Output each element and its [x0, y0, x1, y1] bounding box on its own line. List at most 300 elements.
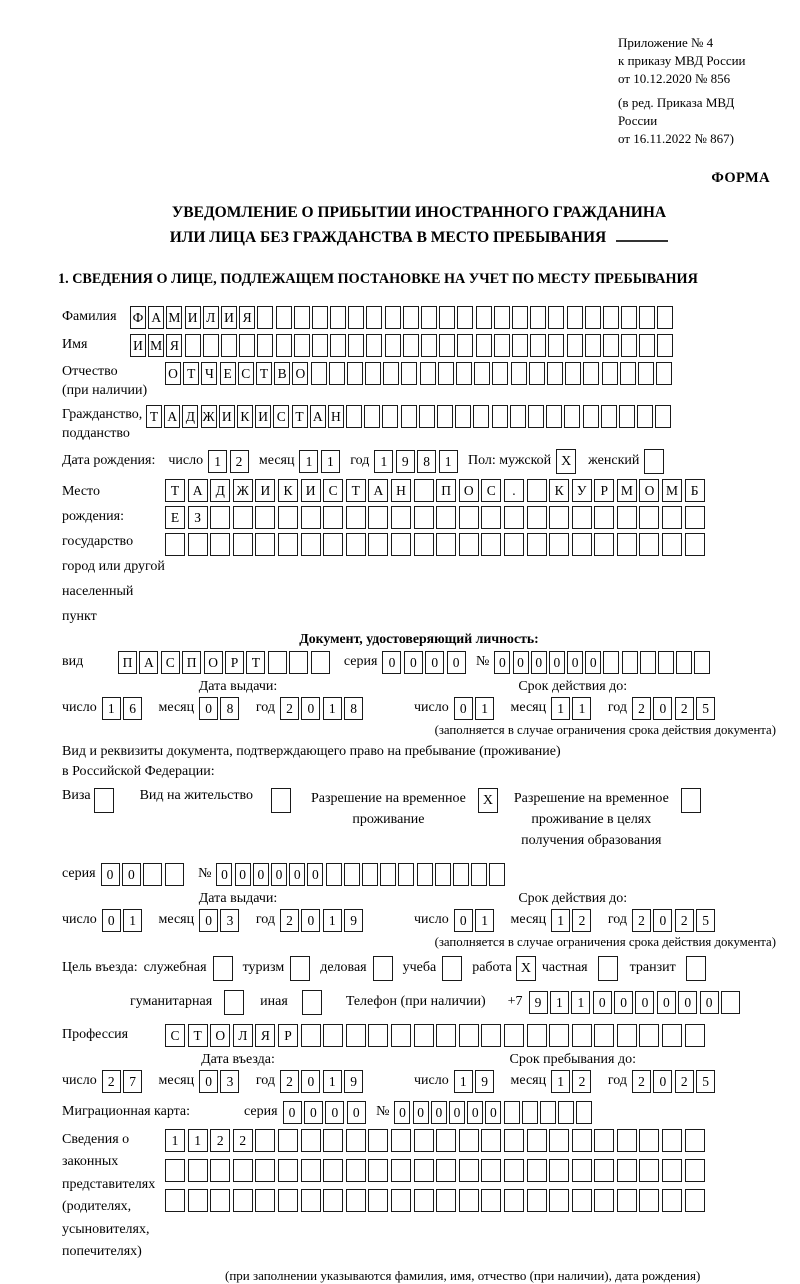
char-cell[interactable]: [436, 1189, 456, 1212]
purpose-other-checkbox[interactable]: [302, 990, 322, 1015]
char-cell[interactable]: 0: [678, 991, 697, 1014]
char-cell[interactable]: [527, 1129, 547, 1152]
char-cell[interactable]: [638, 362, 654, 385]
char-cell[interactable]: [476, 334, 492, 357]
char-cell[interactable]: [639, 1024, 659, 1047]
char-cell[interactable]: О: [292, 362, 308, 385]
char-cell[interactable]: Д: [182, 405, 198, 428]
char-cell[interactable]: 0: [102, 909, 121, 932]
char-cell[interactable]: [403, 306, 419, 329]
char-cell[interactable]: [494, 306, 510, 329]
char-cell[interactable]: М: [617, 479, 637, 502]
char-cell[interactable]: [346, 405, 362, 428]
char-cell[interactable]: Р: [594, 479, 614, 502]
char-cell[interactable]: 0: [394, 1101, 410, 1124]
char-cell[interactable]: [622, 651, 638, 674]
char-cell[interactable]: [662, 533, 682, 556]
char-cell[interactable]: 8: [220, 697, 239, 720]
char-cell[interactable]: [255, 1159, 275, 1182]
char-cell[interactable]: [362, 863, 378, 886]
char-cell[interactable]: [278, 1159, 298, 1182]
char-cell[interactable]: [527, 506, 547, 529]
char-cell[interactable]: [414, 506, 434, 529]
char-cell[interactable]: [459, 1189, 479, 1212]
char-cell[interactable]: И: [221, 306, 237, 329]
char-cell[interactable]: 0: [657, 991, 676, 1014]
char-cell[interactable]: [457, 334, 473, 357]
char-cell[interactable]: [619, 405, 635, 428]
char-cell[interactable]: [585, 306, 601, 329]
char-cell[interactable]: [233, 1189, 253, 1212]
char-cell[interactable]: 2: [632, 697, 651, 720]
char-cell[interactable]: [301, 1024, 321, 1047]
char-cell[interactable]: [583, 362, 599, 385]
char-cell[interactable]: [403, 334, 419, 357]
char-cell[interactable]: [380, 863, 396, 886]
char-cell[interactable]: [620, 362, 636, 385]
char-cell[interactable]: [617, 506, 637, 529]
char-cell[interactable]: 0: [454, 697, 473, 720]
char-cell[interactable]: 2: [230, 450, 249, 473]
char-cell[interactable]: Я: [255, 1024, 275, 1047]
char-cell[interactable]: [564, 405, 580, 428]
char-cell[interactable]: 0: [199, 1070, 218, 1093]
char-cell[interactable]: [639, 306, 655, 329]
char-cell[interactable]: И: [130, 334, 146, 357]
char-cell[interactable]: [662, 1189, 682, 1212]
char-cell[interactable]: [255, 1189, 275, 1212]
char-cell[interactable]: [594, 1129, 614, 1152]
char-cell[interactable]: Т: [256, 362, 272, 385]
char-cell[interactable]: 0: [304, 1101, 323, 1124]
char-cell[interactable]: [656, 362, 672, 385]
char-cell[interactable]: 0: [199, 909, 218, 932]
char-cell[interactable]: 0: [347, 1101, 366, 1124]
char-cell[interactable]: [685, 1189, 705, 1212]
char-cell[interactable]: Ф: [130, 306, 146, 329]
char-cell[interactable]: [565, 362, 581, 385]
char-cell[interactable]: [294, 306, 310, 329]
char-cell[interactable]: [685, 533, 705, 556]
char-cell[interactable]: 0: [101, 863, 120, 886]
char-cell[interactable]: 1: [439, 450, 458, 473]
char-cell[interactable]: [239, 334, 255, 357]
char-cell[interactable]: [436, 1159, 456, 1182]
char-cell[interactable]: [527, 479, 547, 502]
char-cell[interactable]: И: [185, 306, 201, 329]
char-cell[interactable]: [165, 533, 185, 556]
char-cell[interactable]: [419, 405, 435, 428]
char-cell[interactable]: [572, 533, 592, 556]
char-cell[interactable]: [474, 362, 490, 385]
char-cell[interactable]: [617, 533, 637, 556]
char-cell[interactable]: 2: [280, 697, 299, 720]
char-cell[interactable]: Ж: [233, 479, 253, 502]
char-cell[interactable]: [546, 405, 562, 428]
char-cell[interactable]: [414, 1024, 434, 1047]
char-cell[interactable]: [278, 506, 298, 529]
char-cell[interactable]: 1: [374, 450, 393, 473]
char-cell[interactable]: А: [188, 479, 208, 502]
char-cell[interactable]: 0: [567, 651, 583, 674]
char-cell[interactable]: 0: [431, 1101, 447, 1124]
char-cell[interactable]: [473, 405, 489, 428]
char-cell[interactable]: М: [166, 306, 182, 329]
char-cell[interactable]: Т: [292, 405, 308, 428]
char-cell[interactable]: [329, 362, 345, 385]
char-cell[interactable]: [185, 334, 201, 357]
char-cell[interactable]: [721, 991, 740, 1014]
char-cell[interactable]: [567, 334, 583, 357]
char-cell[interactable]: [617, 1024, 637, 1047]
char-cell[interactable]: [437, 405, 453, 428]
char-cell[interactable]: 2: [280, 909, 299, 932]
char-cell[interactable]: [330, 306, 346, 329]
char-cell[interactable]: [459, 533, 479, 556]
char-cell[interactable]: [548, 306, 564, 329]
char-cell[interactable]: [527, 1189, 547, 1212]
char-cell[interactable]: [364, 405, 380, 428]
char-cell[interactable]: 3: [220, 1070, 239, 1093]
char-cell[interactable]: Т: [146, 405, 162, 428]
char-cell[interactable]: [639, 1189, 659, 1212]
char-cell[interactable]: М: [148, 334, 164, 357]
purpose-transit-checkbox[interactable]: [686, 956, 706, 981]
char-cell[interactable]: [435, 863, 451, 886]
char-cell[interactable]: [529, 362, 545, 385]
char-cell[interactable]: [639, 533, 659, 556]
char-cell[interactable]: [527, 1159, 547, 1182]
char-cell[interactable]: [323, 1159, 343, 1182]
char-cell[interactable]: 0: [593, 991, 612, 1014]
char-cell[interactable]: Н: [391, 479, 411, 502]
char-cell[interactable]: 7: [123, 1070, 142, 1093]
char-cell[interactable]: [346, 1024, 366, 1047]
char-cell[interactable]: [549, 1129, 569, 1152]
char-cell[interactable]: [165, 1159, 185, 1182]
char-cell[interactable]: [528, 405, 544, 428]
char-cell[interactable]: [385, 334, 401, 357]
char-cell[interactable]: [549, 1159, 569, 1182]
char-cell[interactable]: 1: [323, 1070, 342, 1093]
char-cell[interactable]: [572, 1129, 592, 1152]
char-cell[interactable]: Ж: [201, 405, 217, 428]
char-cell[interactable]: [289, 651, 308, 674]
char-cell[interactable]: [188, 1159, 208, 1182]
char-cell[interactable]: 1: [188, 1129, 208, 1152]
char-cell[interactable]: Ч: [201, 362, 217, 385]
char-cell[interactable]: 0: [235, 863, 251, 886]
char-cell[interactable]: [301, 1159, 321, 1182]
char-cell[interactable]: [233, 533, 253, 556]
char-cell[interactable]: О: [210, 1024, 230, 1047]
char-cell[interactable]: [504, 1024, 524, 1047]
char-cell[interactable]: [420, 362, 436, 385]
char-cell[interactable]: [301, 533, 321, 556]
char-cell[interactable]: [549, 1024, 569, 1047]
char-cell[interactable]: И: [255, 479, 275, 502]
char-cell[interactable]: 0: [494, 651, 510, 674]
char-cell[interactable]: Р: [225, 651, 244, 674]
char-cell[interactable]: [368, 533, 388, 556]
purpose-private-checkbox[interactable]: [598, 956, 618, 981]
char-cell[interactable]: [639, 1129, 659, 1152]
char-cell[interactable]: С: [273, 405, 289, 428]
char-cell[interactable]: 1: [323, 909, 342, 932]
char-cell[interactable]: [188, 533, 208, 556]
char-cell[interactable]: [436, 533, 456, 556]
char-cell[interactable]: 2: [675, 909, 694, 932]
char-cell[interactable]: [572, 1159, 592, 1182]
char-cell[interactable]: [594, 506, 614, 529]
char-cell[interactable]: 1: [208, 450, 227, 473]
char-cell[interactable]: К: [278, 479, 298, 502]
char-cell[interactable]: 8: [344, 697, 363, 720]
char-cell[interactable]: 0: [454, 909, 473, 932]
char-cell[interactable]: 2: [632, 909, 651, 932]
char-cell[interactable]: 0: [653, 909, 672, 932]
char-cell[interactable]: 1: [475, 909, 494, 932]
char-cell[interactable]: [617, 1189, 637, 1212]
char-cell[interactable]: [594, 1159, 614, 1182]
char-cell[interactable]: [658, 651, 674, 674]
char-cell[interactable]: [481, 1189, 501, 1212]
char-cell[interactable]: [585, 334, 601, 357]
char-cell[interactable]: 5: [696, 909, 715, 932]
char-cell[interactable]: О: [204, 651, 223, 674]
char-cell[interactable]: [165, 863, 184, 886]
char-cell[interactable]: [385, 306, 401, 329]
char-cell[interactable]: [662, 1159, 682, 1182]
char-cell[interactable]: В: [274, 362, 290, 385]
char-cell[interactable]: 9: [529, 991, 548, 1014]
char-cell[interactable]: [210, 1189, 230, 1212]
char-cell[interactable]: 1: [551, 909, 570, 932]
char-cell[interactable]: [530, 334, 546, 357]
char-cell[interactable]: [594, 1189, 614, 1212]
char-cell[interactable]: Д: [210, 479, 230, 502]
char-cell[interactable]: 1: [551, 697, 570, 720]
char-cell[interactable]: М: [662, 479, 682, 502]
char-cell[interactable]: [301, 1129, 321, 1152]
char-cell[interactable]: 0: [700, 991, 719, 1014]
char-cell[interactable]: [494, 334, 510, 357]
char-cell[interactable]: 0: [447, 651, 466, 674]
char-cell[interactable]: 1: [572, 697, 591, 720]
char-cell[interactable]: [312, 334, 328, 357]
char-cell[interactable]: Е: [220, 362, 236, 385]
char-cell[interactable]: 2: [210, 1129, 230, 1152]
char-cell[interactable]: [662, 1024, 682, 1047]
char-cell[interactable]: 2: [280, 1070, 299, 1093]
purpose-tourism-checkbox[interactable]: [290, 956, 310, 981]
char-cell[interactable]: [391, 533, 411, 556]
char-cell[interactable]: 0: [307, 863, 323, 886]
char-cell[interactable]: [640, 651, 656, 674]
char-cell[interactable]: [617, 1129, 637, 1152]
char-cell[interactable]: [603, 334, 619, 357]
char-cell[interactable]: [417, 863, 433, 886]
char-cell[interactable]: [453, 863, 469, 886]
char-cell[interactable]: [548, 334, 564, 357]
char-cell[interactable]: [492, 405, 508, 428]
char-cell[interactable]: 5: [696, 1070, 715, 1093]
char-cell[interactable]: [311, 362, 327, 385]
char-cell[interactable]: [489, 863, 505, 886]
char-cell[interactable]: 0: [382, 651, 401, 674]
char-cell[interactable]: [203, 334, 219, 357]
char-cell[interactable]: Т: [183, 362, 199, 385]
char-cell[interactable]: [143, 863, 162, 886]
char-cell[interactable]: [602, 362, 618, 385]
char-cell[interactable]: 0: [216, 863, 232, 886]
char-cell[interactable]: 0: [301, 697, 320, 720]
char-cell[interactable]: [368, 506, 388, 529]
char-cell[interactable]: [572, 506, 592, 529]
char-cell[interactable]: [346, 1159, 366, 1182]
char-cell[interactable]: [301, 1189, 321, 1212]
char-cell[interactable]: [662, 506, 682, 529]
char-cell[interactable]: [655, 405, 671, 428]
char-cell[interactable]: О: [459, 479, 479, 502]
char-cell[interactable]: [233, 506, 253, 529]
char-cell[interactable]: П: [118, 651, 137, 674]
char-cell[interactable]: [210, 506, 230, 529]
char-cell[interactable]: 2: [233, 1129, 253, 1152]
char-cell[interactable]: 0: [614, 991, 633, 1014]
char-cell[interactable]: [348, 306, 364, 329]
char-cell[interactable]: [383, 362, 399, 385]
char-cell[interactable]: Т: [346, 479, 366, 502]
char-cell[interactable]: Т: [165, 479, 185, 502]
char-cell[interactable]: [346, 1129, 366, 1152]
char-cell[interactable]: [344, 863, 360, 886]
char-cell[interactable]: [401, 362, 417, 385]
char-cell[interactable]: [210, 533, 230, 556]
char-cell[interactable]: Т: [188, 1024, 208, 1047]
char-cell[interactable]: [594, 1024, 614, 1047]
char-cell[interactable]: [276, 334, 292, 357]
char-cell[interactable]: [540, 1101, 556, 1124]
char-cell[interactable]: 2: [572, 909, 591, 932]
char-cell[interactable]: [382, 405, 398, 428]
char-cell[interactable]: С: [323, 479, 343, 502]
char-cell[interactable]: У: [572, 479, 592, 502]
char-cell[interactable]: [459, 1159, 479, 1182]
char-cell[interactable]: [657, 334, 673, 357]
char-cell[interactable]: [603, 306, 619, 329]
char-cell[interactable]: [436, 1024, 456, 1047]
char-cell[interactable]: [476, 306, 492, 329]
char-cell[interactable]: [549, 506, 569, 529]
char-cell[interactable]: А: [164, 405, 180, 428]
char-cell[interactable]: 9: [344, 1070, 363, 1093]
char-cell[interactable]: [414, 1129, 434, 1152]
char-cell[interactable]: [504, 1159, 524, 1182]
char-cell[interactable]: Я: [239, 306, 255, 329]
char-cell[interactable]: [504, 1189, 524, 1212]
char-cell[interactable]: 0: [413, 1101, 429, 1124]
char-cell[interactable]: Л: [233, 1024, 253, 1047]
char-cell[interactable]: И: [255, 405, 271, 428]
char-cell[interactable]: И: [301, 479, 321, 502]
char-cell[interactable]: [414, 533, 434, 556]
char-cell[interactable]: [401, 405, 417, 428]
char-cell[interactable]: 0: [122, 863, 141, 886]
char-cell[interactable]: [421, 334, 437, 357]
purpose-official-checkbox[interactable]: [213, 956, 233, 981]
char-cell[interactable]: [368, 1189, 388, 1212]
char-cell[interactable]: А: [139, 651, 158, 674]
char-cell[interactable]: Б: [685, 479, 705, 502]
char-cell[interactable]: 1: [321, 450, 340, 473]
char-cell[interactable]: [455, 405, 471, 428]
char-cell[interactable]: [346, 506, 366, 529]
char-cell[interactable]: [662, 1129, 682, 1152]
char-cell[interactable]: [188, 1189, 208, 1212]
char-cell[interactable]: [323, 506, 343, 529]
char-cell[interactable]: С: [161, 651, 180, 674]
char-cell[interactable]: П: [436, 479, 456, 502]
char-cell[interactable]: 0: [253, 863, 269, 886]
char-cell[interactable]: [368, 1024, 388, 1047]
char-cell[interactable]: [278, 1189, 298, 1212]
char-cell[interactable]: [459, 1024, 479, 1047]
char-cell[interactable]: [368, 1159, 388, 1182]
char-cell[interactable]: П: [182, 651, 201, 674]
char-cell[interactable]: 1: [299, 450, 318, 473]
char-cell[interactable]: Н: [328, 405, 344, 428]
purpose-humanitarian-checkbox[interactable]: [224, 990, 244, 1015]
char-cell[interactable]: [348, 334, 364, 357]
char-cell[interactable]: 2: [675, 1070, 694, 1093]
char-cell[interactable]: 6: [123, 697, 142, 720]
char-cell[interactable]: [257, 334, 273, 357]
char-cell[interactable]: [346, 533, 366, 556]
char-cell[interactable]: 1: [454, 1070, 473, 1093]
char-cell[interactable]: А: [368, 479, 388, 502]
char-cell[interactable]: [323, 1024, 343, 1047]
char-cell[interactable]: [481, 533, 501, 556]
char-cell[interactable]: 2: [572, 1070, 591, 1093]
char-cell[interactable]: 2: [675, 697, 694, 720]
char-cell[interactable]: [572, 1024, 592, 1047]
char-cell[interactable]: [621, 334, 637, 357]
char-cell[interactable]: 1: [550, 991, 569, 1014]
char-cell[interactable]: Р: [278, 1024, 298, 1047]
char-cell[interactable]: 8: [417, 450, 436, 473]
char-cell[interactable]: [576, 1101, 592, 1124]
char-cell[interactable]: 0: [653, 1070, 672, 1093]
visa-checkbox[interactable]: [94, 788, 114, 813]
purpose-study-checkbox[interactable]: [442, 956, 462, 981]
residence-permit-checkbox[interactable]: [271, 788, 291, 813]
char-cell[interactable]: [639, 1159, 659, 1182]
char-cell[interactable]: [459, 506, 479, 529]
char-cell[interactable]: А: [148, 306, 164, 329]
char-cell[interactable]: 3: [220, 909, 239, 932]
char-cell[interactable]: [391, 1159, 411, 1182]
char-cell[interactable]: 9: [396, 450, 415, 473]
char-cell[interactable]: [504, 1129, 524, 1152]
char-cell[interactable]: [414, 1189, 434, 1212]
purpose-work-checkbox[interactable]: X: [516, 956, 536, 981]
char-cell[interactable]: [347, 362, 363, 385]
char-cell[interactable]: [323, 533, 343, 556]
char-cell[interactable]: [527, 533, 547, 556]
char-cell[interactable]: [255, 533, 275, 556]
char-cell[interactable]: О: [639, 479, 659, 502]
